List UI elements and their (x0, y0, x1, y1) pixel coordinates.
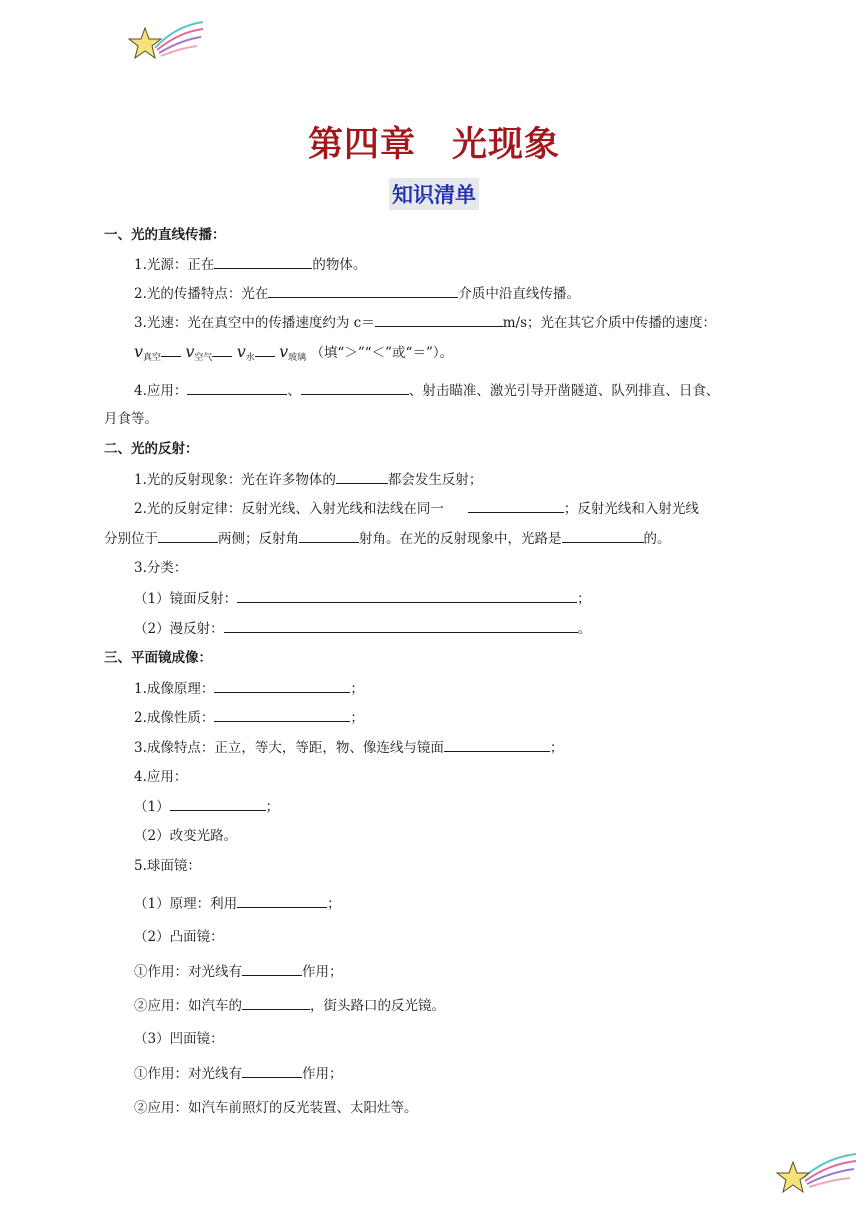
answer-blank[interactable] (187, 381, 287, 395)
answer-blank[interactable] (224, 619, 578, 633)
text-line: 月食等。 (104, 411, 158, 427)
answer-blank[interactable] (237, 589, 577, 603)
answer-blank[interactable] (214, 708, 350, 722)
text-line: （2）漫反射： 。 (134, 621, 592, 637)
page-title: 第四章 光现象 (307, 124, 560, 165)
text-line: 4.应用： 、 、射击瞄准、激光引导开凿隧道、队列排直、日食、 (134, 383, 720, 399)
answer-blank[interactable] (158, 529, 218, 543)
section-subtitle: 知识清单 (389, 178, 479, 210)
text-line: ②应用：如汽车的 ，街头路口的反光镜。 (134, 998, 445, 1014)
text-line: 3.光速：光在真空中的传播速度约为 c＝ m/s；光在其它介质中传播的速度： (134, 315, 717, 331)
answer-blank[interactable] (301, 381, 409, 395)
section-heading-2: 二、光的反射： (104, 441, 199, 457)
text-line: 3.成像特点：正立，等大，等距，物、像连线与镜面 ； (134, 740, 564, 756)
answer-blank[interactable] (242, 996, 310, 1010)
answer-blank[interactable] (468, 499, 564, 513)
text-line: 分别位于 两侧；反射角 射角。在光的反射现象中，光路是 的。 (104, 531, 671, 547)
section-heading-1: 一、光的直线传播： (104, 227, 226, 243)
answer-blank[interactable] (268, 284, 458, 298)
answer-blank[interactable] (255, 343, 275, 357)
answer-blank[interactable] (375, 313, 503, 327)
answer-blank[interactable] (161, 343, 181, 357)
text-line: （1）镜面反射： ； (134, 591, 591, 607)
text-line: （2）改变光路。 (134, 828, 238, 844)
shooting-star-icon (125, 18, 205, 68)
section-heading-3: 三、平面镜成像： (104, 650, 212, 666)
text-line: 1.光源：正在 的物体。 (134, 257, 367, 273)
text-line: （1） ； (134, 799, 280, 815)
text-line: （1）原理：利用 ； (134, 896, 341, 912)
answer-blank[interactable] (242, 962, 302, 976)
answer-blank[interactable] (214, 255, 312, 269)
text-line: ②应用：如汽车前照灯的反光装置、太阳灶等。 (134, 1100, 418, 1116)
answer-blank[interactable] (237, 894, 327, 908)
text-line: （3）凹面镜： (134, 1031, 224, 1047)
answer-blank[interactable] (242, 1064, 302, 1078)
text-line: 1.光的反射现象：光在许多物体的 都会发生反射； (134, 472, 483, 488)
answer-blank[interactable] (214, 679, 350, 693)
answer-blank[interactable] (170, 797, 266, 811)
text-line: 4.应用： (134, 769, 188, 785)
answer-blank[interactable] (562, 529, 644, 543)
answer-blank[interactable] (444, 738, 550, 752)
text-line: 2.光的传播特点：光在 介质中沿直线传播。 (134, 286, 580, 302)
speed-compare-line: $v_{真空}$ $v_{空气}$ $v_水$ $v_{玻璃}$ （填“＞”“＜”或“＝”）。 (134, 342, 454, 363)
text-line: ①作用：对光线有 作用； (134, 1066, 343, 1082)
answer-blank[interactable] (212, 343, 232, 357)
text-line: 5.球面镜： (134, 858, 201, 874)
text-line: （2）凸面镜： (134, 929, 224, 945)
text-line: 2.成像性质： ； (134, 710, 364, 726)
answer-blank[interactable] (336, 470, 388, 484)
text-line: 3.分类： (134, 560, 188, 576)
text-line: 2.光的反射定律：反射光线、入射光线和法线在同一 ；反射光线和入射光线 (134, 501, 699, 517)
text-line: 1.成像原理： ； (134, 681, 364, 697)
text-line: ①作用：对光线有 作用； (134, 964, 343, 980)
shooting-star-icon (773, 1150, 858, 1200)
answer-blank[interactable] (299, 529, 359, 543)
